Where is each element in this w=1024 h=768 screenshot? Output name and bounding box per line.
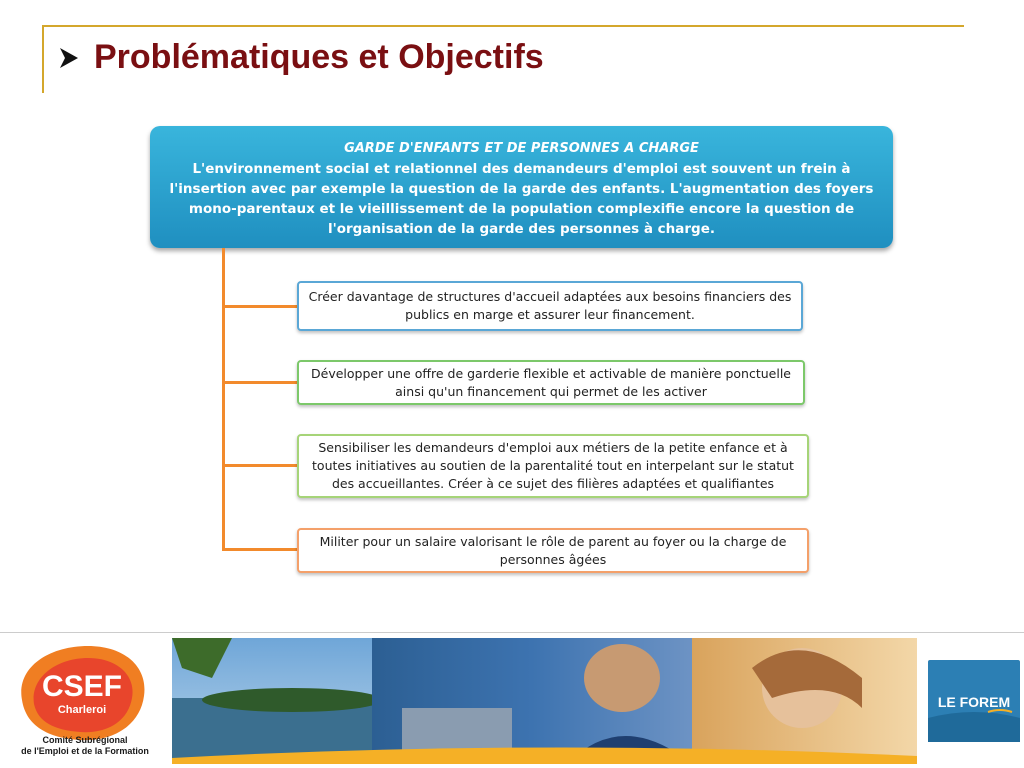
- objective-text-3: Sensibiliser les demandeurs d'emploi aux métiers de la petite enfance et à toutes initiatives au soutien de la parentalité tout en interpelant sur le statut des accueillantes. Créer à ce sujet des filières adaptées et qualifiantes: [312, 440, 794, 491]
- footer-divider: [0, 632, 1024, 633]
- csef-caption-line-2: de l'Emploi et de la Formation: [21, 746, 149, 756]
- le-forem-logo-text: LE FOREM: [937, 694, 1011, 710]
- banner-lake-island: [202, 688, 382, 712]
- csef-caption-line-1: Comité Subrégional: [42, 735, 128, 745]
- main-topic-box: [150, 126, 893, 248]
- footer-photo-banner: [172, 638, 917, 764]
- csef-caption: [10, 735, 160, 757]
- objective-text-4: Militer pour un salaire valorisant le rôle de parent au foyer ou la charge de personnes âgées: [319, 533, 787, 567]
- objective-text-2: Développer une offre de garderie flexible et activable de manière ponctuelle ainsi qu'un financement qui permet de les activer: [311, 365, 791, 399]
- objective-box-3: [297, 434, 809, 498]
- page-title-text: Problématiques et Objectifs: [94, 38, 544, 76]
- page-title: [58, 38, 544, 77]
- objective-box-2: [297, 360, 805, 405]
- header-top-rule: [42, 25, 964, 27]
- header-side-rule: [42, 25, 44, 93]
- arrow-bullet-icon: [58, 46, 80, 70]
- main-topic-text: L'environnement social et relationnel des demandeurs d'emploi est souvent un frein à l'insertion avec par exemple la question de la garde des enfants. L'augmentation des foyers mono-parentaux et le vieillissement de la population complexifie encore la question de l'organisation de la garde des personnes à charge.: [169, 161, 874, 237]
- csef-logo-name: CSEF: [41, 670, 123, 703]
- connector-branch-1: [222, 305, 298, 308]
- objective-box-1: [297, 281, 803, 331]
- objective-text-1: Créer davantage de structures d'accueil adaptées aux besoins financiers des publics en marge et assurer leur financement.: [308, 289, 792, 322]
- csef-logo-city: Charleroi: [57, 704, 107, 716]
- main-topic-heading: GARDE D'ENFANTS ET DE PERSONNES A CHARGE: [344, 141, 699, 156]
- connector-branch-3: [222, 464, 298, 467]
- connector-spine: [222, 248, 225, 551]
- connector-branch-4: [222, 548, 298, 551]
- banner-worker-face: [584, 644, 660, 712]
- connector-branch-2: [222, 381, 298, 384]
- objective-box-4: [297, 528, 809, 573]
- le-forem-logo: [928, 660, 1020, 742]
